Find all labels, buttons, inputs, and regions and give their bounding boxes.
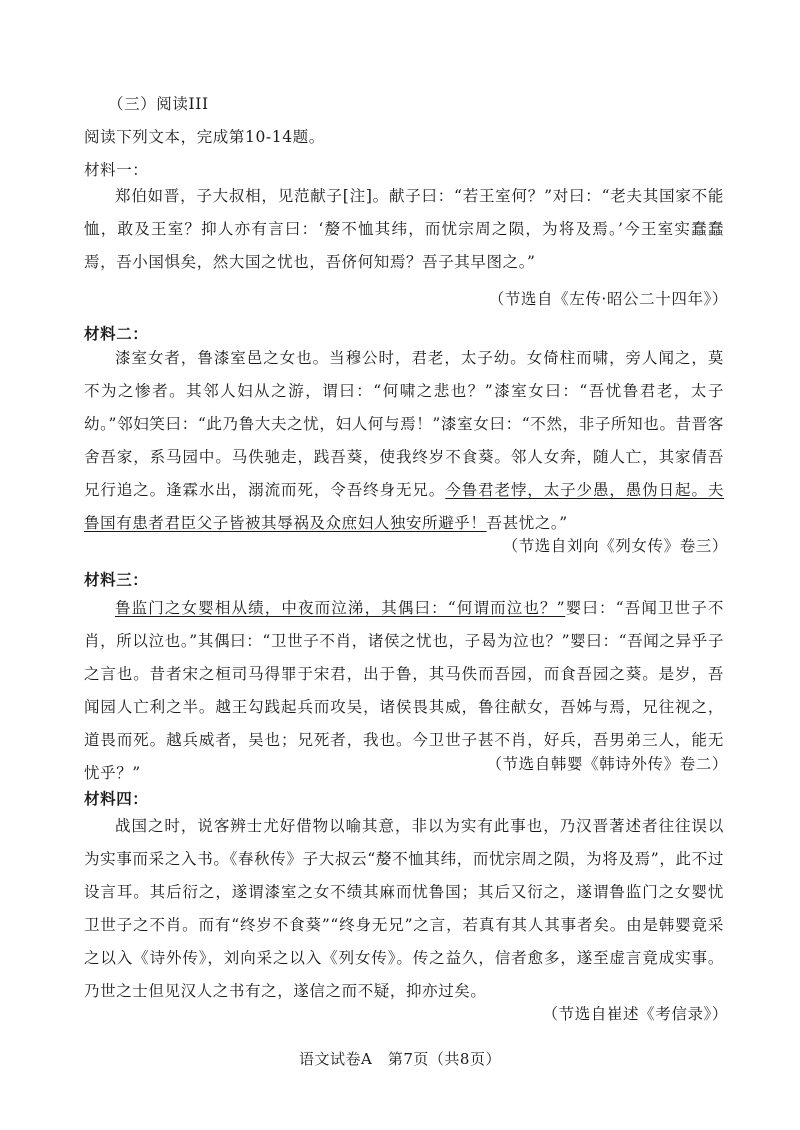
material-1-heading: 材料一：: [84, 161, 149, 179]
instruction: 阅读下列文本，完成第10-14题。: [84, 128, 325, 146]
material-4-source: （节选自崔述《考信录》）: [542, 1005, 728, 1023]
material-3-heading: 材料三：: [84, 570, 149, 589]
material-1-source: （节选自《左传·昭公二十四年》）: [488, 290, 728, 308]
material-4-text: 战国之时，说客辨士尤好借物以喻其意，非以为实有此事也，乃汉晋著述者往往误以为实事而采之入书。《春秋传》子大叔云“嫠不恤其纬，而忧宗周之陨，为将及焉”，此不过设言耳。其后衍之，遂谓漆室之女不绩其麻而忧鲁国；其后又衍之，遂谓鲁监门之女婴忧卫世子之不肖。而有“终岁不食葵”“终身无兄”之言，若真有其人其事者矣。由是韩婴竟采之以入《诗外传》，刘向采之以入《列女传》。传之益久，信者愈多，遂至虚言竟成实事。乃世之士但见汉人之书有之，遂信之而不疑，抑亦过矣。: [84, 817, 724, 1000]
material-4-heading: 材料四：: [84, 789, 149, 808]
material-2-underlined-text: 今鲁君老悖，太子少愚，愚伪日起。夫鲁国有患者君臣父子皆被其辱祸及众庶妇人独安所避乎！: [84, 481, 724, 532]
page-footer: 语文试卷A 第7页（共8页）: [299, 1050, 501, 1068]
material-1-text: 郑伯如晋，子大叔相，见范献子[注]。献子曰：“若王室何？”对曰：“老夫其国家不能恤，敢及王室？抑人亦有言曰：‘嫠不恤其纬，而忧宗周之陨，为将及焉。’今王室实蠢蠢焉，吾小国惧矣，然大国之忧也，吾侪何知焉？吾子其早图之。”: [84, 187, 724, 271]
material-2-text-main: 漆室女者，鲁漆室邑之女也。当穆公时，君老，太子幼。女倚柱而啸，旁人闻之，莫不为之惨者。其邻人妇从之游，谓曰：“何啸之悲也？”漆室女曰：“吾忧鲁君老，太子幼。”邻妇笑曰：“此乃鲁大夫之忧，妇人何与焉！”漆室女曰：“不然，非子所知也。昔晋客舍吾家，系马园中。马佚驰走，践吾葵，使我终岁不食葵。邻人女奔，随人亡，其家倩吾兄行追之。逢霖水出，溺流而死，令吾终身无兄。: [84, 349, 724, 499]
material-3-text-main: 婴曰：“吾闻卫世子不肖，所以泣也。”其偶曰：“卫世子不肖，诸侯之忧也，子曷为泣也？”婴曰：“吾闻之异乎子之言也。昔者宋之桓司马得罪于宋君，出于鲁，其马佚而吾园，而食吾园之葵。是岁，吾闻园人亡利之半。越王勾践起兵而攻吴，诸侯畏其威，鲁往献女，吾姊与焉，兄往视之，道畏而死。越兵威者，吴也；兄死者，我也。今卫世子甚不肖，好兵，吾男弟三人，能无忧乎？”: [84, 599, 724, 782]
material-3-source: （节选自韩婴《韩诗外传》卷二）: [486, 755, 728, 773]
material-2-text-end: 吾甚忧之。”: [486, 514, 568, 532]
material-3-underlined-text: 鲁监门之女婴相从绩，中夜而泣涕，其偶曰：“何谓而泣也？”: [115, 599, 566, 617]
section-title: （三）阅读III: [108, 95, 209, 113]
material-2-source: （节选自刘向《列女传》卷三）: [502, 537, 728, 555]
material-2-heading: 材料二：: [84, 324, 149, 343]
material-2-text: [84, 342, 724, 540]
